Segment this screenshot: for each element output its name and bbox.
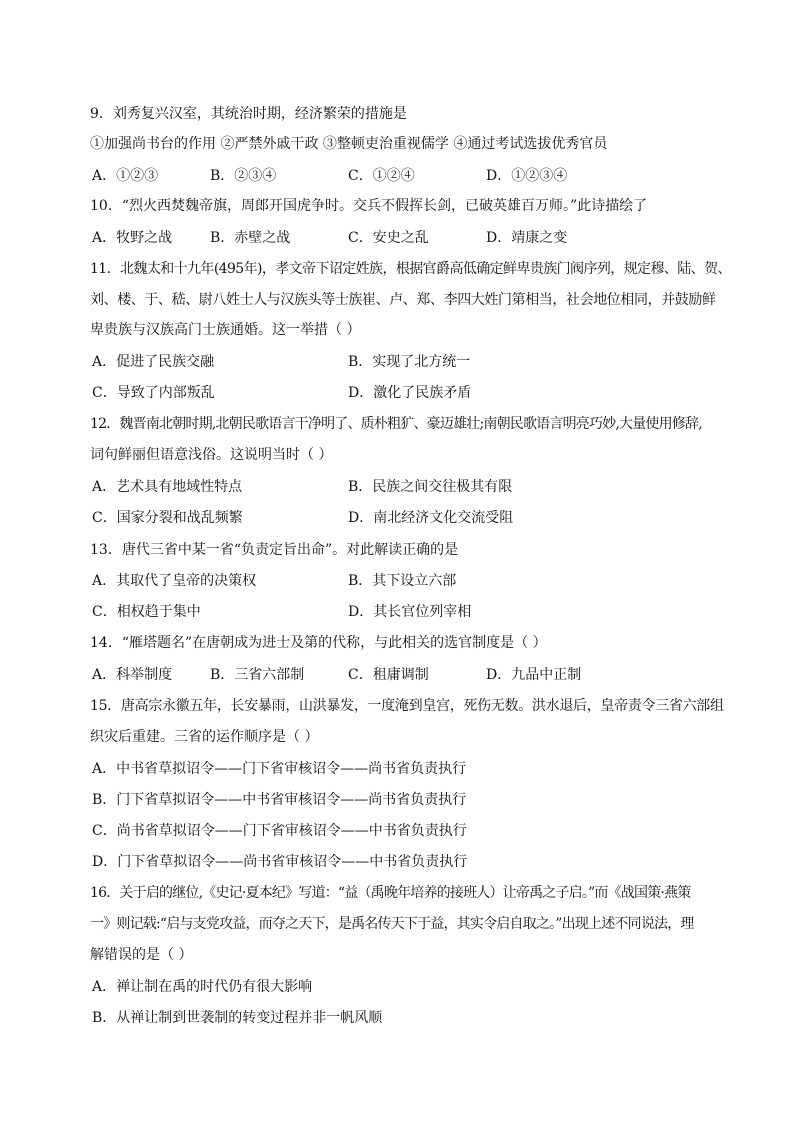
question-14-option-a: A．科举制度 [92,667,173,683]
question-15-option-d: D．门下省草拟诏令——尚书省审核诏令——中书省负责执行 [92,854,468,870]
question-15-stem-line-2: 织灾后重建。三省的运作顺序是（ ） [90,729,319,745]
question-12-option-b: B．民族之间交往极其有限 [348,479,513,495]
question-11-stem-line-3: 卑贵族与汉族高门士族通婚。这一举措（ ） [90,322,361,338]
question-13-option-c: C．相权趋于集中 [92,604,201,620]
question-14-option-c: C．租庸调制 [348,667,429,683]
question-10-option-d: D．靖康之变 [486,230,568,246]
question-16-stem-line-3: 解错误的是（ ） [90,947,193,963]
question-16-stem-line-1: 16．关于启的继位,《史记·夏本纪》写道：“益（禹晚年培养的接班人）让帝禹之子启。”而《战国策·燕策 [90,885,691,901]
question-14-option-d: D．九品中正制 [486,667,582,683]
question-12-option-c: C．国家分裂和战乱频繁 [92,510,243,526]
question-10-stem: 10．“烈火西焚魏帝旗，周郎开国虎争时。交兵不假挥长剑，已破英雄百万师。”此诗描绘了 [90,198,648,214]
question-13-option-b: B．其下设立六部 [348,573,457,589]
question-14-option-b: B．三省六部制 [210,667,305,683]
question-15-option-c: C．尚书省草拟诏令——门下省审核诏令——中书省负责执行 [92,823,467,839]
question-15-option-b: B．门下省草拟诏令——中书省审核诏令——尚书省负责执行 [92,792,467,808]
question-10-option-c: C．安史之乱 [348,230,429,246]
question-12-option-d: D．南北经济文化交流受阻 [348,510,514,526]
question-11-stem-line-1: 11．北魏太和十九年(495年)，孝文帝下诏定姓族，根据官爵高低确定鲜卑贵族门阀序列，规定穆、陆、贺、 [90,261,731,277]
question-13-stem: 13．唐代三省中某一省“负责定旨出命”。对此解读正确的是 [90,542,459,558]
question-11-option-b: B．实现了北方统一 [348,354,471,370]
question-11-option-d: D．激化了民族矛盾 [348,385,472,401]
question-9-option-d: D．①②③④ [486,168,568,184]
question-10-option-a: A．牧野之战 [92,230,173,246]
question-10-option-b: B．赤壁之战 [210,230,291,246]
question-9-stem: 9．刘秀复兴汉室，其统治时期，经济繁荣的措施是 [90,106,407,122]
question-15-option-a: A．中书省草拟诏令——门下省审核诏令——尚书省负责执行 [92,761,467,777]
question-12-stem-line-1: 12．魏晋南北朝时期,北朝民歌语言干净明了、质朴粗犷、豪迈雄壮;南朝民歌语言明亮巧妙,大量使用修辞, [90,416,702,432]
question-16-option-b: B．从禅让制到世袭制的转变过程并非一帆风顺 [92,1010,383,1026]
question-16-option-a: A．禅让制在禹的时代仍有很大影响 [92,979,313,995]
question-12-option-a: A．艺术具有地域性特点 [92,479,243,495]
question-15-stem-line-1: 15．唐高宗永徽五年，长安暴雨，山洪暴发，一度淹到皇宫，死伤无数。洪水退后，皇帝责令三省六部组 [90,698,724,714]
question-11-option-c: C．导致了内部叛乱 [92,385,215,401]
question-13-option-a: A．其取代了皇帝的决策权 [92,573,257,589]
question-9-option-a: A．①②③ [92,168,159,184]
question-9-option-c: C．①②④ [348,168,415,184]
question-12-stem-line-2: 词句鲜丽但语意浅俗。这说明当时（ ） [90,447,333,463]
question-11-option-a: A．促进了民族交融 [92,354,215,370]
question-16-stem-line-2: 一》则记载:“启与支党攻益，而夺之天下，是禹名传天下于益，其实令启自取之。”出现上述不同说法，理 [90,916,694,932]
question-14-stem: 14．“雁塔题名”在唐朝成为进士及第的代称，与此相关的选官制度是（ ） [90,635,547,651]
question-9-items: ①加强尚书台的作用 ②严禁外戚干政 ③整顿吏治重视儒学 ④通过考试选拔优秀官员 [90,136,608,152]
question-9-option-b: B．②③④ [210,168,277,184]
question-11-stem-line-2: 刘、楼、于、嵇、尉八姓士人与汉族头等士族崔、卢、郑、李四大姓门第相当，社会地位相同，并鼓励鲜 [90,292,716,308]
question-13-option-d: D．其长官位列宰相 [348,604,472,620]
